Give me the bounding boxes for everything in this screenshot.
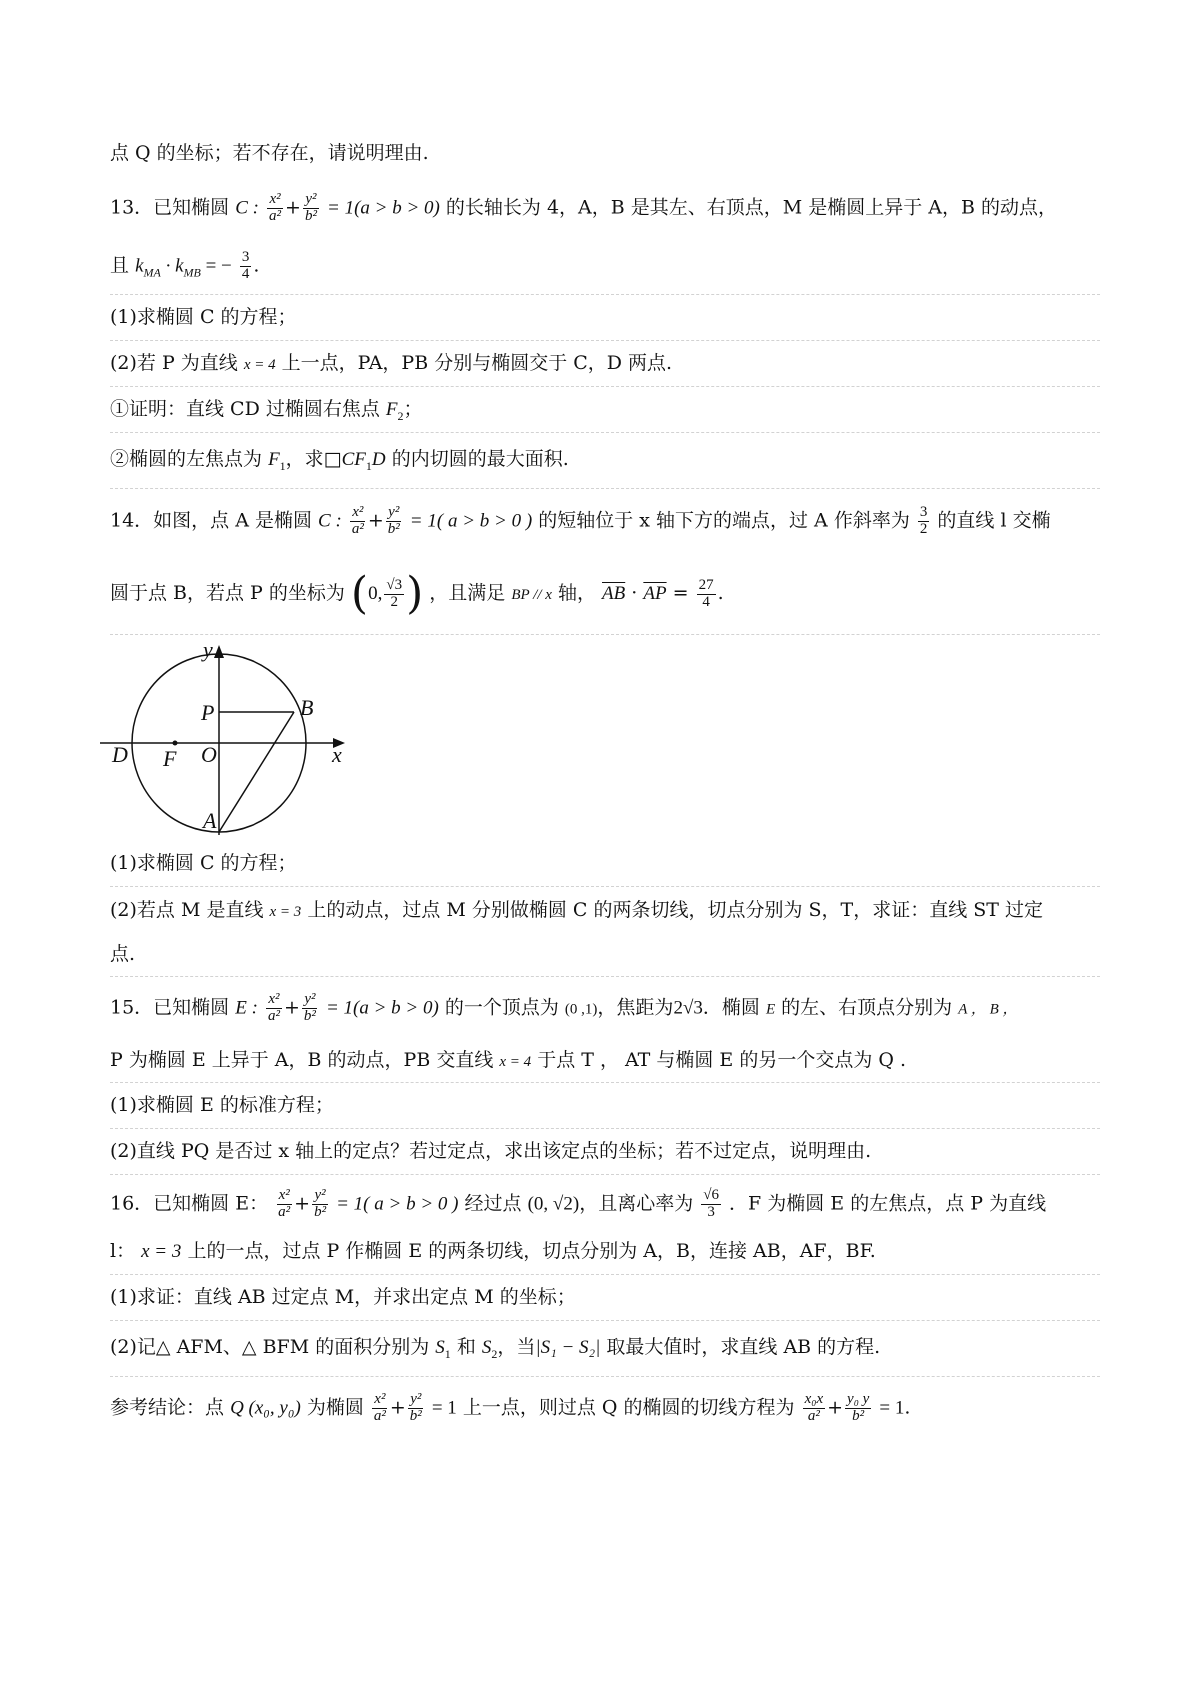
problem-text: 且 bbox=[110, 254, 130, 277]
problem-text: (2)若点 M 是直线 bbox=[110, 899, 264, 921]
problem-text: 14．如图，点 A 是椭圆 bbox=[110, 509, 312, 532]
problem-text: ，且满足 bbox=[429, 582, 506, 604]
problem-text: 点 Q 的坐标；若不存在，请说明理由. bbox=[110, 142, 429, 164]
ellipse-name: C : bbox=[235, 197, 259, 219]
divider bbox=[110, 294, 1100, 295]
divider bbox=[110, 1320, 1100, 1321]
q14-line-2: 圆于点 B，若点 P 的坐标为 (0, $\frac{√3}{2}$ ) ，且满足 BP // x 轴， $\overline{AB} \cdot \overline{AP}$ = $\frac{27}{4}$ . bbox=[110, 568, 724, 619]
problem-text: 取最大值时，求直线 AB 的方程. bbox=[606, 1336, 881, 1358]
problem-text: 上的一点，过点 P 作椭圆 E 的两条切线，切点分别为 A，B，连接 AB，AF，BF. bbox=[187, 1240, 876, 1262]
q16-part-1 bbox=[110, 1284, 576, 1310]
divider bbox=[110, 634, 1100, 635]
problem-text: ，求□ bbox=[285, 448, 342, 470]
q13-line-2: 且 $k_{MA} \cdot k_{MB}$ = − $\frac{3}{4}$ . bbox=[110, 249, 260, 282]
divider bbox=[110, 1174, 1100, 1175]
label-a: A bbox=[203, 808, 217, 833]
q13-part-2-i: ①证明：直线 CD 过椭圆右焦点 $F_2$； bbox=[110, 398, 423, 423]
problem-text: (1)求证：直线 AB 过定点 M，并求出定点 M 的坐标； bbox=[110, 1286, 576, 1308]
fraction: $\frac{\text{y²}}{\text{b²}}$ bbox=[304, 191, 317, 224]
problem-text: ②椭圆的左焦点为 bbox=[110, 448, 263, 470]
divider bbox=[110, 432, 1100, 433]
q14-line-1: 14．如图，点 A 是椭圆 C : $\frac{\text{x²}}{\text{a²}}$ + $\frac{\text{y²}}{\text{b²}}$ = 1( a > b > 0 ) 的短轴位于 x 轴下方的端点，过 A 作斜率为 $\frac{3}{2}$ 的直线 l 交椭 bbox=[110, 504, 1051, 537]
problem-text: ，焦距为 bbox=[597, 996, 674, 1019]
divider bbox=[110, 1082, 1100, 1083]
divider bbox=[110, 1274, 1100, 1275]
problem-text: ①证明：直线 CD 过椭圆右焦点 bbox=[110, 398, 380, 420]
q15-line-1: 15．已知椭圆 E : $\frac{\text{x²}}{\text{a²}}$ + $\frac{\text{y²}}{\text{b²}}$ = 1(a > b > 0) 的一个顶点为 (0 ,1)，焦距为2√3．椭圆 E 的左、右顶点分别为 A ， B ， bbox=[110, 991, 1018, 1024]
q16-part-2: (2)记△ AFM、△ BFM 的面积分别为 $S_1$ 和 $S_2$，当|S₁ − S₂| 取最大值时，求直线 AB 的方程. bbox=[110, 1336, 881, 1361]
problem-text: (2)若 P 为直线 bbox=[110, 352, 238, 374]
equation: = 1(a > b > 0) bbox=[327, 197, 440, 219]
problem-text: P 为椭圆 E 上异于 A，B 的动点，PB 交直线 bbox=[110, 1049, 494, 1071]
q15-part-2 bbox=[110, 1138, 871, 1164]
divider bbox=[110, 1128, 1100, 1129]
problem-text: (2)记△ AFM、△ BFM 的面积分别为 bbox=[110, 1336, 430, 1358]
problem-text: 的一个顶点为 bbox=[444, 996, 559, 1019]
problem-text: 的内切圆的最大面积. bbox=[391, 448, 569, 470]
problem-text: ．F 为椭圆 E 的左焦点，点 P 为直线 bbox=[729, 1192, 1047, 1215]
label-x: x bbox=[332, 742, 342, 767]
q16-line-2: l： x = 3 上的一点，过点 P 作椭圆 E 的两条切线，切点分别为 A，B，连接 AB，AF，BF. bbox=[110, 1240, 876, 1262]
problem-text: 经过点 bbox=[464, 1192, 522, 1215]
problem-text: 13．已知椭圆 bbox=[110, 196, 230, 219]
q16-line-1: 16．已知椭圆 E： $\frac{\text{x²}}{\text{a²}}$ + $\frac{\text{y²}}{\text{b²}}$ = 1( a > b > 0 ) 经过点 (0, √2)，且离心率为 $\frac{√6}{3}$ ．F 为椭圆 E 的左焦点，点 P 为直线 bbox=[110, 1187, 1047, 1220]
problem-text: 上一点，PA，PB 分别与椭圆交于 C，D 两点. bbox=[281, 352, 673, 374]
q13-part-2-ii: ②椭圆的左焦点为 $F_1$，求$□CF_1D$ 的内切圆的最大面积. bbox=[110, 448, 569, 473]
ellipse-figure bbox=[100, 640, 360, 840]
problem-text: 于点 T ， AT 与椭圆 E 的另一个交点为 Q . bbox=[537, 1049, 907, 1071]
label-p: P bbox=[201, 700, 215, 725]
divider bbox=[110, 976, 1100, 977]
problem-text: (1)求椭圆 E 的标准方程； bbox=[110, 1094, 334, 1116]
problem-text: 上一点，则过点 Q 的椭圆的切线方程为 bbox=[462, 1396, 795, 1419]
divider bbox=[110, 1376, 1100, 1377]
y-axis-arrow bbox=[214, 645, 224, 658]
label-y: y bbox=[203, 640, 213, 662]
focus-point bbox=[173, 741, 178, 746]
q15-line-2: P 为椭圆 E 上异于 A，B 的动点，PB 交直线 x = 4 于点 T ， AT 与椭圆 E 的另一个交点为 Q . bbox=[110, 1049, 907, 1071]
problem-text: 轴， bbox=[557, 582, 596, 604]
problem-text: ．椭圆 bbox=[702, 996, 760, 1019]
divider bbox=[110, 340, 1100, 341]
problem-text: 的直线 l 交椭 bbox=[937, 509, 1051, 532]
label-b: B bbox=[300, 695, 314, 720]
reference-line: 参考结论：点 Q (x₀, y₀) 为椭圆 $\frac{\text{x²}}{\text{a²}}$ + $\frac{\text{y²}}{\text{b²}}$ = 1 上一点，则过点 Q 的椭圆的切线方程为 $\frac{\text{x₀x}}{\text{a²}}$ + $\frac{\text{y₀ y}}{\text{b²}}$ = 1. bbox=[110, 1391, 911, 1424]
q13-line-1: 13．已知椭圆 C : $\frac{\text{x²}}{\text{a²}}$ + $\frac{\text{y²}}{\text{b²}}$ = 1(a > b > 0) 的长轴长为 4，A，B 是其左、右顶点，M 是椭圆上异于 A，B 的动点， bbox=[110, 191, 1058, 224]
problem-text: 的长轴长为 4，A，B 是其左、右顶点，M 是椭圆上异于 A，B 的动点， bbox=[445, 196, 1058, 219]
divider bbox=[110, 386, 1100, 387]
problem-text: ，当 bbox=[497, 1336, 536, 1358]
problem-text: (1)求椭圆 C 的方程； bbox=[110, 306, 297, 328]
problem-text: 圆于点 B，若点 P 的坐标为 bbox=[110, 582, 345, 604]
q13-part-1 bbox=[110, 304, 297, 330]
problem-text: 16．已知椭圆 E： bbox=[110, 1192, 269, 1215]
q14-part-2: (2)若点 M 是直线 x = 3 上的动点，过点 M 分别做椭圆 C 的两条切线，切点分别为 S，T，求证：直线 ST 过定 bbox=[110, 899, 1043, 921]
fraction: $\frac{3}{4}$ bbox=[241, 249, 250, 282]
problem-text: 上的动点，过点 M 分别做椭圆 C 的两条切线，切点分别为 S，T，求证：直线 ST 过定 bbox=[307, 899, 1043, 921]
problem-text: 15．已知椭圆 bbox=[110, 996, 230, 1019]
problem-text: (1)求椭圆 C 的方程； bbox=[110, 852, 297, 874]
problem-text: 参考结论：点 bbox=[110, 1396, 225, 1419]
problem-text: ，且离心率为 bbox=[579, 1192, 694, 1215]
label-f: F bbox=[163, 746, 177, 771]
q14-part-1 bbox=[110, 850, 297, 876]
problem-text: l： bbox=[110, 1240, 136, 1262]
label-d: D bbox=[112, 742, 128, 767]
label-o: O bbox=[201, 742, 217, 767]
problem-text: 的左、右顶点分别为 bbox=[781, 996, 953, 1019]
problem-text: (2)直线 PQ 是否过 x 轴上的定点？若过定点，求出该定点的坐标；若不过定点，说明理由. bbox=[110, 1140, 872, 1162]
problem-text: 和 bbox=[456, 1336, 476, 1358]
q14-part-2-cont bbox=[110, 941, 135, 967]
q13-part-2: (2)若 P 为直线 x = 4 上一点，PA，PB 分别与椭圆交于 C，D 两点. bbox=[110, 352, 673, 374]
fraction: $\frac{\text{x²}}{\text{a²}}$ bbox=[269, 191, 282, 224]
text-line bbox=[110, 140, 429, 166]
segment-ab bbox=[219, 712, 294, 832]
problem-text: 为椭圆 bbox=[306, 1396, 364, 1419]
divider bbox=[110, 886, 1100, 887]
problem-text: 点. bbox=[110, 943, 136, 965]
problem-text: 的短轴位于 x 轴下方的端点，过 A 作斜率为 bbox=[538, 509, 910, 532]
divider bbox=[110, 488, 1100, 489]
q15-part-1 bbox=[110, 1092, 334, 1118]
